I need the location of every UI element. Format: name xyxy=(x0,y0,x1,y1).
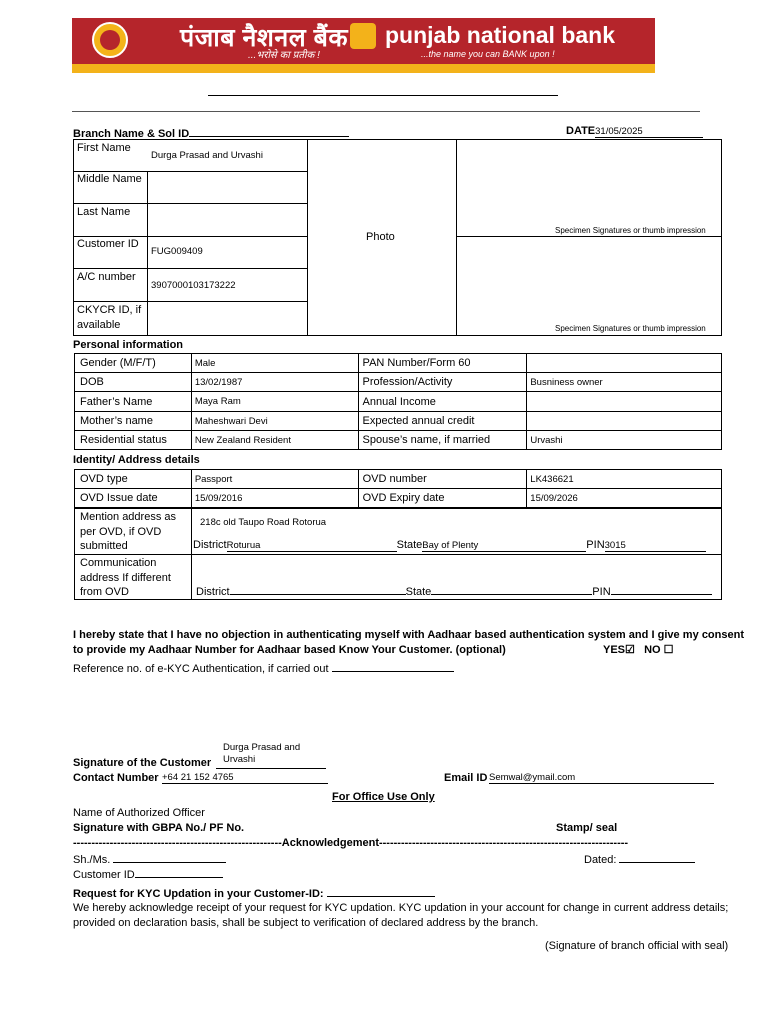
consent-text: I hereby state that I have no objection in authenticating myself with Aadhaar based authentication system and I give my consent to provide my Aadhaar Number for Aadhaar based Know Your Customer. (optional) xyxy=(73,629,744,656)
specimen-signature-1: Specimen Signatures or thumb impression xyxy=(555,226,706,235)
branch-label: Branch Name & Sol ID xyxy=(73,125,349,140)
branch-official-signature: (Signature of branch official with seal) xyxy=(545,940,729,952)
ovd-expiry-label: OVD Expiry date xyxy=(358,489,527,508)
ac-number-value[interactable]: 3907000103173222 xyxy=(151,280,236,291)
gender-label: Gender (M/F/T) xyxy=(75,354,192,373)
title-line xyxy=(208,95,558,96)
annual-income-label: Annual Income xyxy=(358,392,527,412)
customer-box xyxy=(73,139,722,336)
request-kyc-line: Request for KYC Updation in your Customer-ID: xyxy=(73,886,435,900)
residential-status-label: Residential status xyxy=(75,431,192,450)
photo-label: Photo xyxy=(366,231,395,243)
email-value[interactable]: Semwal@ymail.com xyxy=(489,772,714,784)
signature-value[interactable]: Durga Prasad and Urvashi xyxy=(223,742,301,765)
specimen-signature-2: Specimen Signatures or thumb impression xyxy=(555,324,706,333)
ovd-issue-label: OVD Issue date xyxy=(75,489,192,508)
tagline-hindi: ...भरोसे का प्रतीक ! xyxy=(248,50,320,61)
bank-name-hindi: पंजाब नैशनल बैंक xyxy=(180,24,349,52)
bank-name-english: punjab national bank xyxy=(385,22,616,48)
ckycr-label: CKYCR ID, if available xyxy=(77,304,142,331)
gender-value[interactable]: Male xyxy=(191,354,358,373)
expected-credit-label: Expected annual credit xyxy=(358,412,527,431)
no-checkbox[interactable]: ☐ xyxy=(663,644,674,656)
table-row xyxy=(75,354,722,373)
dated-field[interactable] xyxy=(619,852,695,863)
pnb-mark-icon xyxy=(350,23,376,49)
email-label: Email ID xyxy=(444,772,488,784)
profession-label: Profession/Activity xyxy=(358,373,527,392)
comm-address-label: Communication address If different from OVD xyxy=(80,557,171,598)
residential-status-value[interactable]: New Zealand Resident xyxy=(191,431,358,450)
first-name-value[interactable]: Durga Prasad and Urvashi xyxy=(151,150,263,161)
ovd-type-label: OVD type xyxy=(75,470,192,489)
date-label: DATE31/05/2025 xyxy=(566,125,703,138)
table-row xyxy=(75,392,722,412)
yes-checkbox[interactable]: ☑ xyxy=(625,644,635,656)
pan-label: PAN Number/Form 60 xyxy=(358,354,527,373)
office-use-title: For Office Use Only xyxy=(332,791,435,803)
date-value: 31/05/2025 xyxy=(595,126,703,138)
state-value[interactable]: Bay of Plenty xyxy=(422,540,586,552)
personal-table xyxy=(74,353,722,450)
table-row xyxy=(75,431,722,450)
ovd-number-label: OVD number xyxy=(358,470,527,489)
dated-line: Dated: xyxy=(584,852,695,866)
ovd-issue-value[interactable]: 15/09/2016 xyxy=(191,489,358,508)
dob-label: DOB xyxy=(75,373,192,392)
stamp-seal-label: Stamp/ seal xyxy=(556,822,618,834)
tagline-english: ...the name you can BANK upon ! xyxy=(421,49,555,59)
gbpa-signature-label: Signature with GBPA No./ PF No. xyxy=(73,822,245,834)
address-value[interactable]: 218c old Taupo Road Rotorua xyxy=(200,517,327,528)
spouse-name-label: Spouse’s name, if married xyxy=(358,431,527,450)
customer-id-value[interactable]: FUG009409 xyxy=(151,246,203,257)
shms-field[interactable] xyxy=(113,852,226,863)
contact-label: Contact Number xyxy=(73,772,159,784)
middle-name-label: Middle Name xyxy=(77,173,142,185)
request-kyc-field[interactable] xyxy=(327,886,435,897)
ac-number-label: A/C number xyxy=(77,271,136,283)
ovd-expiry-value[interactable]: 15/09/2026 xyxy=(527,489,722,508)
father-name-value[interactable]: Maya Ram xyxy=(191,392,358,412)
table-row xyxy=(75,373,722,392)
table-row xyxy=(75,412,722,431)
reference-field[interactable] xyxy=(332,661,454,672)
first-name-label: First Name xyxy=(77,142,131,154)
comm-district-line: District State PIN xyxy=(196,584,721,598)
ovd-number-value[interactable]: LK436621 xyxy=(527,470,722,489)
pan-value[interactable] xyxy=(527,354,722,373)
address-district-line: DistrictRoturua StateBay of Plenty PIN3015 xyxy=(193,539,721,552)
district-value[interactable]: Roturua xyxy=(227,540,397,552)
ovd-table xyxy=(74,469,722,508)
annual-income-value[interactable] xyxy=(527,392,722,412)
reference-line: Reference no. of e-KYC Authentication, if carried out xyxy=(73,661,454,675)
expected-credit-value[interactable] xyxy=(527,412,722,431)
profession-value[interactable]: Busniness owner xyxy=(527,373,722,392)
customer-id-label: Customer ID xyxy=(77,238,139,250)
signature-label: Signature of the Customer xyxy=(73,757,212,769)
ovd-type-value[interactable]: Passport xyxy=(191,470,358,489)
ack-customer-id-line: Customer ID xyxy=(73,867,223,881)
authorized-officer-label: Name of Authorized Officer xyxy=(73,807,205,819)
table-row xyxy=(75,470,722,489)
spouse-name-value[interactable]: Urvashi xyxy=(527,431,722,450)
ack-customer-id-field[interactable] xyxy=(135,867,223,878)
separator-line xyxy=(72,111,700,112)
mother-name-value[interactable]: Maheshwari Devi xyxy=(191,412,358,431)
father-name-label: Father’s Name xyxy=(75,392,192,412)
comm-state-field[interactable] xyxy=(431,584,592,595)
comm-pin-field[interactable] xyxy=(611,584,712,595)
identity-section-title: Identity/ Address details xyxy=(73,454,200,466)
header-strip xyxy=(72,64,655,73)
personal-section-title: Personal information xyxy=(73,339,184,351)
table-row xyxy=(75,489,722,508)
mother-name-label: Mother’s name xyxy=(75,412,192,431)
shms-line: Sh./Ms. xyxy=(73,852,226,866)
mention-address-label: Mention address as per OVD, if OVD submitted xyxy=(80,511,176,552)
dob-value[interactable]: 13/02/1987 xyxy=(191,373,358,392)
parivartan-logo-inner xyxy=(100,30,120,50)
acknowledgement-divider: ---------------------------------------------------------Acknowledgement-------------------------------------------------------------------- xyxy=(73,837,629,849)
comm-district-field[interactable] xyxy=(230,584,406,595)
contact-value[interactable]: +64 21 152 4765 xyxy=(162,772,328,784)
consent-choice: YES☑ NO ☐ xyxy=(603,644,674,656)
acknowledgement-text: We hereby acknowledge receipt of your request for KYC updation. KYC updation in your account for change in current address details; provided on declaration basis, shall be subject to verification of declared address by the branch. xyxy=(73,902,729,929)
pin-value[interactable]: 3015 xyxy=(605,540,706,552)
last-name-label: Last Name xyxy=(77,206,131,218)
